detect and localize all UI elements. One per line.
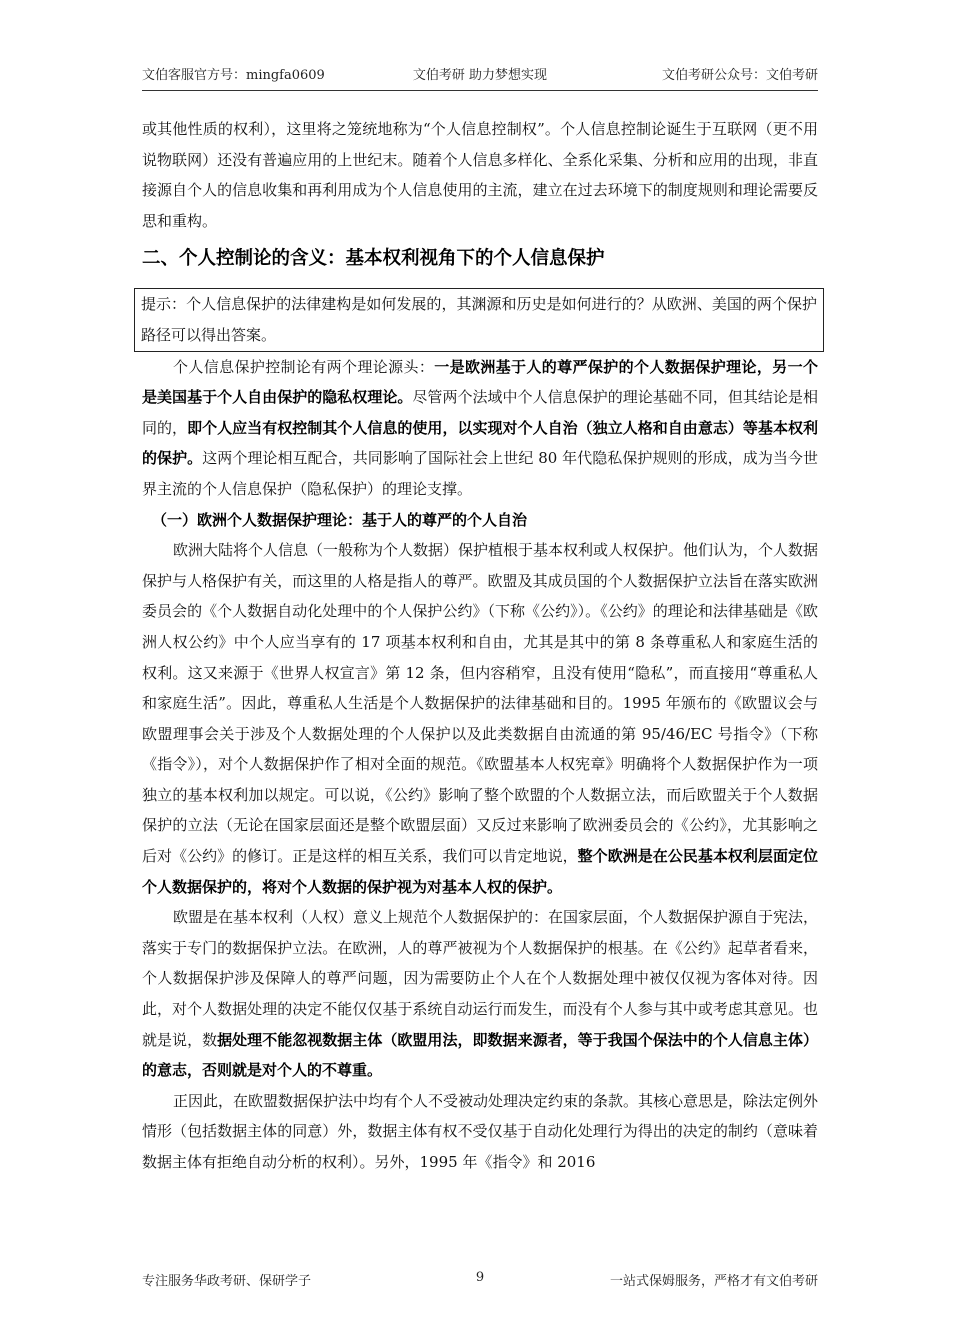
subsection-heading: （一）欧洲个人数据保护理论：基于人的尊严的个人自治: [152, 510, 528, 529]
text-run: 尽管两个法域中个人信息保护的理论基础不同，但其结论是相同的，: [142, 388, 818, 437]
page-footer: [142, 1270, 818, 1290]
page-header: [142, 64, 818, 86]
paragraph-intro: 或其他性质的权利），这里将之笼统地称为“个人信息控制权”。个人信息控制论诞生于互联网（更不用说物联网）还没有普遍应用的上世纪末。随着个人信息多样化、全系化采集、分析和应用的出现，非直接源自个人的信息收集和再利用成为个人信息使用的主流，建立在过去环境下的制度规则和理论需要反思和重构。: [142, 120, 818, 230]
section-heading: 二、个人控制论的含义：基本权利视角下的个人信息保护: [142, 248, 605, 270]
paragraph-europe: [142, 535, 818, 902]
footer-left-text: 专注服务华政考研、保研学子: [142, 1274, 312, 1289]
bold-run: 据处理不能忽视数据主体（欧盟用法，即数据来源者，等于我国个保法中的个人信息主体）的意志，否则就是对个人的不尊重。: [142, 1030, 818, 1080]
header-divider: [142, 90, 818, 91]
paragraph-eu-dignity: [142, 902, 818, 1086]
page-number: 9: [475, 1270, 485, 1285]
paragraph-theory-sources: [142, 352, 818, 505]
bold-run: 整个欧洲是在公民基本权利层面定位个人数据保护的，将对个人数据的保护视为对基本人权的保护。: [142, 847, 818, 896]
page-body: [142, 114, 818, 1178]
bold-run: 一是欧洲基于人的尊严保护的个人数据保护理论，另一个是美国基于个人自由保护的隐私权理论。: [142, 357, 818, 407]
text-run: 这两个理论相互配合，共同影响了国际社会上世纪 80 年代隐私保护规则的形成，成为当今世界主流的个人信息保护（隐私保护）的理论支撑。: [142, 449, 818, 498]
header-right-text: 文伯考研公众号：文伯考研: [661, 68, 818, 83]
header-left-text: 文伯客服官方号：mingfa0609: [142, 68, 325, 83]
text-run: 个人信息保护控制论有两个理论源头：: [173, 357, 435, 376]
hint-box: 提示：个人信息保护的法律建构是如何发展的，其渊源和历史是如何进行的？从欧洲、美国的两个保护路径可以得出答案。: [134, 288, 824, 351]
text-run: 欧洲大陆将个人信息（一般称为个人数据）保护植根于基本权利或人权保护。他们认为，个人数据保护与人格保护有关，而这里的人格是指人的尊严。欧盟及其成员国的个人数据保护立法旨在落实欧洲委员会的《个人数据自动化处理中的个人保护公约》（下称《公约》）。《公约》的理论和法律基础是《欧洲人权公约》中个人应当享有的 17 项基本权利和自由，尤其是其中的第 8 条尊重私人和家庭生活的权利。这又来源于《世界人权宣言》第 12 条，但内容稍窄，且没有使用“隐私”，而直接用“尊重私人和家庭生活”。因此，尊重私人生活是个人数据保护的法律基础和目的。1995 年颁布的《欧盟议会与欧盟理事会关于涉及个人数据处理的个人保护以及此类数据自由流通的第 95/46/EC 号指令》（下称《指令》），对个人数据保护作了相对全面的规范。《欧盟基本人权宪章》明确将个人数据保护作为一项独立的基本权利加以规定。可以说，《公约》影响了整个欧盟的个人数据立法，而后欧盟关于个人数据保护的立法（无论在国家层面还是整个欧盟层面）又反过来影响了欧洲委员会的《公约》，尤其影响之后对《公约》的修订。正是这样的相互关系，我们可以肯定地说，: [142, 541, 819, 866]
paragraph-automated-decision: 正因此，在欧盟数据保护法中均有个人不受被动处理决定约束的条款。其核心意思是，除法定例外情形（包括数据主体的同意）外，数据主体有权不受仅基于自动化处理行为得出的决定的制约（意味着数据主体有拒绝自动分析的权利）。另外，1995 年《指令》和 2016: [142, 1091, 819, 1171]
bold-run: 即个人应当有权控制其个人信息的使用，以实现对个人自治（独立人格和自由意志）等基本权利的保护。: [142, 418, 818, 468]
header-center-text: 文伯考研 助力梦想实现: [412, 68, 548, 83]
text-run: 欧盟是在基本权利（人权）意义上规范个人数据保护的：在国家层面，个人数据保护源自于宪法，落实于专门的数据保护立法。在欧洲，人的尊严被视为个人数据保护的根基。在《公约》起草者看来，个人数据保护涉及保障人的尊严问题，因为需要防止个人在个人数据处理中被仅仅视为客体对待。因此，对个人数据处理的决定不能仅仅基于系统自动运行而发生，而没有个人参与其中或考虑其意见。也就是说，数: [142, 908, 819, 1049]
footer-right-text: 一站式保姆服务，严格才有文伯考研: [609, 1274, 818, 1289]
